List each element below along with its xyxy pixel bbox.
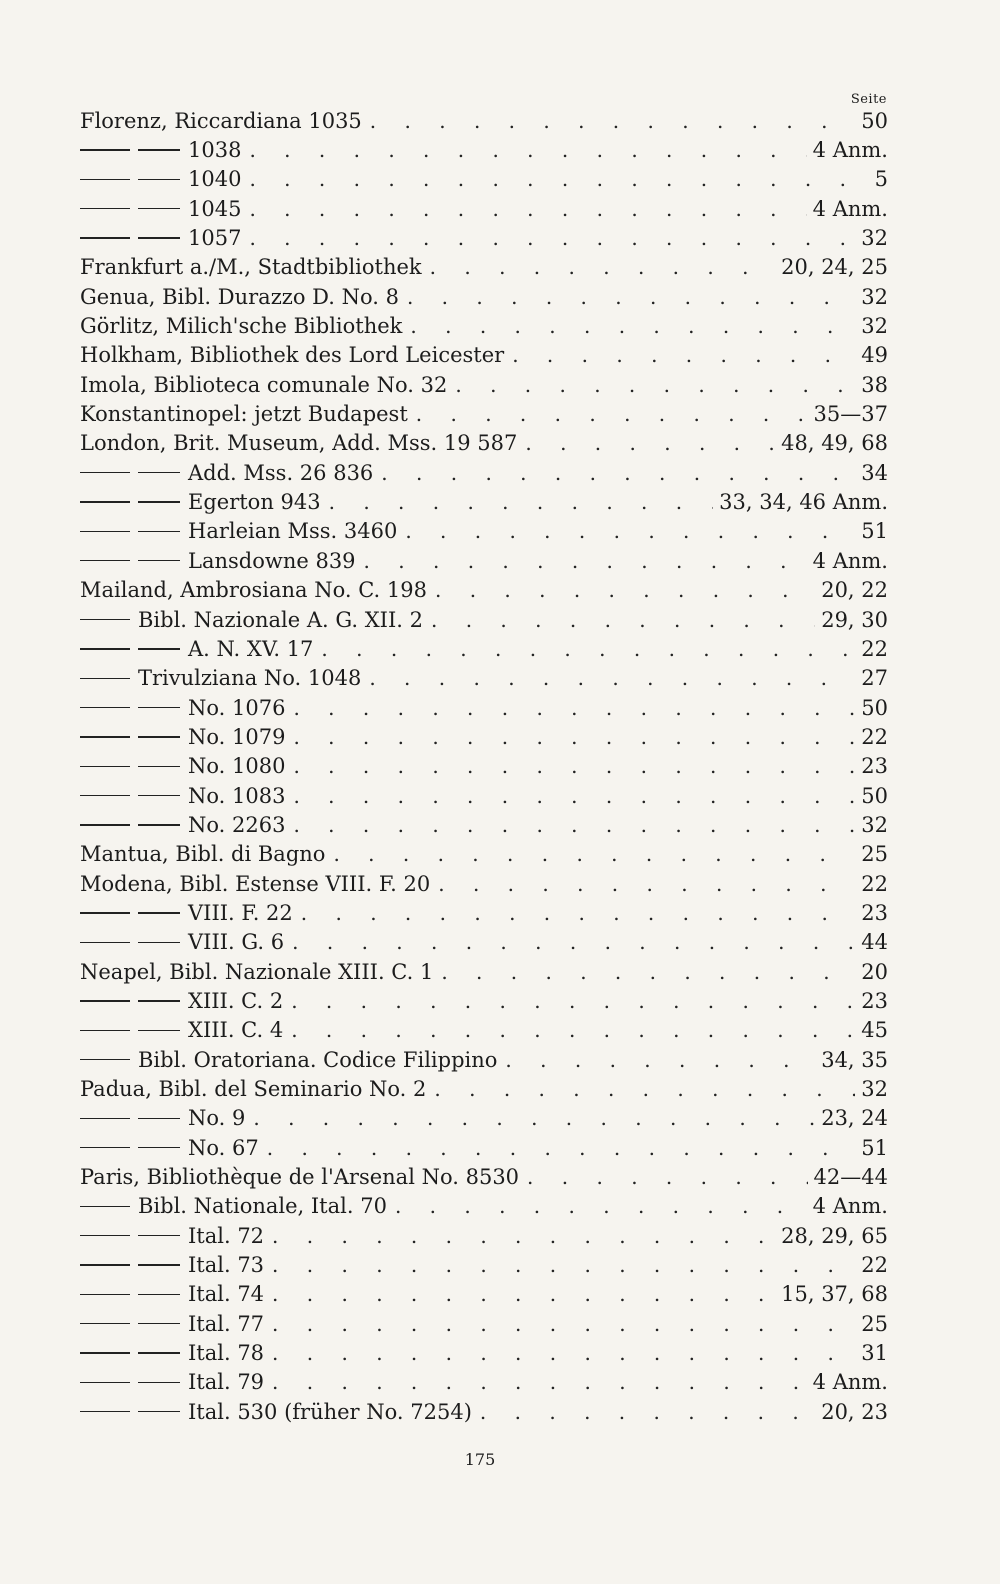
ditto-dash (138, 912, 180, 913)
entry-label: Ital. 73 (188, 1253, 265, 1278)
entry-pages: 31 (861, 1341, 888, 1366)
entry-label: Modena, Bibl. Estense VIII. F. 20 (80, 871, 431, 896)
ditto-dash (80, 795, 130, 796)
index-entry (80, 693, 888, 722)
entry-label: Bibl. Oratoriana. Codice Filippino (138, 1047, 498, 1072)
index-entry (80, 1104, 888, 1133)
entry-label: Frankfurt a./M., Stadtbibliothek (80, 255, 422, 280)
page-number: 175 (464, 1450, 496, 1469)
dot-leader (410, 313, 855, 339)
ditto-dash (138, 648, 180, 649)
dot-leader (435, 577, 815, 603)
dot-leader (272, 1311, 855, 1337)
entry-label: Ital. 79 (188, 1370, 265, 1395)
ditto-dash (138, 1382, 180, 1383)
ditto-dash (138, 1030, 180, 1031)
entry-pages: 45 (861, 1018, 888, 1043)
entry-pages: 32 (861, 284, 888, 309)
dot-leader (441, 959, 855, 985)
index-entry (80, 605, 888, 634)
entry-pages: 29, 30 (821, 607, 888, 632)
ditto-dash (80, 736, 130, 737)
ditto-dash (138, 1118, 180, 1119)
entry-pages: 34, 35 (821, 1047, 888, 1072)
entry-pages: 22 (861, 636, 888, 661)
index-entry (80, 957, 888, 986)
dot-leader (369, 665, 855, 691)
ditto-dash (80, 1000, 130, 1001)
index-entry (80, 634, 888, 663)
ditto-dash (80, 766, 130, 767)
ditto-dash (80, 619, 130, 620)
index-entry (80, 517, 888, 546)
dot-leader (292, 929, 855, 955)
ditto-dash (138, 472, 180, 473)
index-entry (80, 223, 888, 252)
index-entry (80, 106, 888, 135)
entry-pages: 50 (861, 695, 888, 720)
dot-leader (525, 430, 775, 456)
ditto-dash (138, 149, 180, 150)
dot-leader (272, 1281, 775, 1307)
dot-leader (431, 607, 815, 633)
entry-label: No. 1083 (188, 783, 286, 808)
dot-leader (333, 841, 855, 867)
index-entry (80, 458, 888, 487)
ditto-dash (80, 501, 130, 502)
ditto-dash (80, 1294, 130, 1295)
entry-pages: 44 (861, 930, 888, 955)
entry-label: Florenz, Riccardiana 1035 (80, 108, 362, 133)
ditto-dash (80, 707, 130, 708)
index-entry (80, 1309, 888, 1338)
entry-pages: 20, 24, 25 (781, 255, 888, 280)
dot-leader (434, 1076, 855, 1102)
ditto-dash (80, 942, 130, 943)
entry-pages: 22 (861, 1253, 888, 1278)
entry-label: Konstantinopel: jetzt Budapest (80, 402, 408, 427)
ditto-dash (138, 707, 180, 708)
index-entry (80, 1250, 888, 1279)
ditto-dash (80, 149, 130, 150)
index-entry (80, 840, 888, 869)
entry-label: Genua, Bibl. Durazzo D. No. 8 (80, 284, 399, 309)
ditto-dash (80, 1235, 130, 1236)
entry-label: No. 2263 (188, 812, 286, 837)
index-entry (80, 1162, 888, 1191)
entry-label: Egerton 943 (188, 490, 321, 515)
entry-label: Paris, Bibliothèque de l'Arsenal No. 8530 (80, 1165, 520, 1190)
ditto-dash (80, 1411, 130, 1412)
entry-pages: 22 (861, 871, 888, 896)
entry-label: Bibl. Nazionale A. G. XII. 2 (138, 607, 423, 632)
entry-label: Ital. 530 (früher No. 7254) (188, 1399, 472, 1424)
dot-leader (293, 695, 855, 721)
dot-leader (267, 1135, 856, 1161)
index-entry (80, 429, 888, 458)
entry-label: 1045 (188, 196, 242, 221)
ditto-dash (138, 1352, 180, 1353)
entry-pages: 32 (861, 226, 888, 251)
index-entry (80, 341, 888, 370)
ditto-dash (138, 501, 180, 502)
index-entry (80, 781, 888, 810)
entry-pages: 23 (861, 900, 888, 925)
ditto-dash (80, 912, 130, 913)
index-entry (80, 165, 888, 194)
ditto-dash (80, 179, 130, 180)
index-entry (80, 576, 888, 605)
ditto-dash (80, 1118, 130, 1119)
index-entry (80, 1338, 888, 1367)
index-entry (80, 1192, 888, 1221)
dot-leader (370, 108, 855, 134)
entry-pages: 20, 22 (821, 578, 888, 603)
dot-leader (405, 518, 855, 544)
entry-label: Görlitz, Milich'sche Bibliothek (80, 314, 403, 339)
entry-pages: 4 Anm. (812, 1194, 888, 1219)
entry-label: Ital. 78 (188, 1341, 265, 1366)
ditto-dash (80, 1352, 130, 1353)
dot-leader (321, 636, 855, 662)
index-entry (80, 1016, 888, 1045)
ditto-dash (138, 1411, 180, 1412)
ditto-dash (80, 472, 130, 473)
index-entry (80, 1280, 888, 1309)
entry-pages: 51 (861, 519, 888, 544)
ditto-dash (138, 1235, 180, 1236)
index-entry (80, 253, 888, 282)
index-entry (80, 546, 888, 575)
index-entry (80, 1133, 888, 1162)
dot-leader (291, 1017, 855, 1043)
ditto-dash (138, 179, 180, 180)
ditto-dash (138, 942, 180, 943)
dot-leader (272, 1223, 775, 1249)
entry-pages: 51 (861, 1135, 888, 1160)
entry-pages: 23 (861, 754, 888, 779)
entry-pages: 25 (861, 1311, 888, 1336)
entry-label: Lansdowne 839 (188, 548, 356, 573)
dot-leader (249, 137, 806, 163)
ditto-dash (80, 824, 130, 825)
dot-leader (272, 1252, 855, 1278)
ditto-dash (80, 1264, 130, 1265)
entry-label: Mantua, Bibl. di Bagno (80, 842, 326, 867)
index-entry (80, 1397, 888, 1426)
index-entry (80, 810, 888, 839)
entry-label: VIII. G. 6 (188, 930, 285, 955)
dot-leader (480, 1399, 815, 1425)
dot-leader (249, 166, 868, 192)
ditto-dash (138, 1323, 180, 1324)
entry-label: London, Brit. Museum, Add. Mss. 19 587 (80, 431, 518, 456)
entry-pages: 20, 23 (821, 1399, 888, 1424)
dot-leader (272, 1340, 855, 1366)
ditto-dash (80, 560, 130, 561)
entry-pages: 23 (861, 988, 888, 1013)
ditto-dash (80, 1382, 130, 1383)
dot-leader (272, 1369, 807, 1395)
entry-label: 1038 (188, 138, 242, 163)
index-entry (80, 135, 888, 164)
index-entry (80, 752, 888, 781)
entry-label: VIII. F. 22 (188, 900, 293, 925)
ditto-dash (138, 766, 180, 767)
entry-pages: 50 (861, 108, 888, 133)
ditto-dash (80, 1147, 130, 1148)
entry-label: Ital. 74 (188, 1282, 265, 1307)
ditto-dash (138, 560, 180, 561)
dot-leader (293, 724, 855, 750)
entry-label: Bibl. Nationale, Ital. 70 (138, 1194, 387, 1219)
index-entry (80, 282, 888, 311)
dot-leader (293, 812, 855, 838)
entry-pages: 50 (861, 783, 888, 808)
seite-column-heading: Seite (850, 92, 887, 107)
entry-pages: 49 (861, 343, 888, 368)
entry-label: Trivulziana No. 1048 (138, 666, 362, 691)
ditto-dash (138, 795, 180, 796)
ditto-dash (138, 237, 180, 238)
index-entry (80, 370, 888, 399)
index-entry (80, 928, 888, 957)
index-entry (80, 664, 888, 693)
dot-leader (249, 225, 855, 251)
ditto-dash (80, 678, 130, 679)
index-entry (80, 986, 888, 1015)
ditto-dash (80, 1323, 130, 1324)
dot-leader (381, 460, 855, 486)
dot-leader (438, 871, 855, 897)
entry-pages: 22 (861, 724, 888, 749)
entry-pages: 38 (861, 372, 888, 397)
index-entry (80, 399, 888, 428)
ditto-dash (138, 736, 180, 737)
index-entry (80, 194, 888, 223)
index-entry (80, 869, 888, 898)
entry-label: Neapel, Bibl. Nazionale XIII. C. 1 (80, 959, 434, 984)
entry-label: No. 1079 (188, 724, 286, 749)
ditto-dash (138, 1294, 180, 1295)
entry-pages: 20 (861, 959, 888, 984)
ditto-dash (80, 1030, 130, 1031)
entry-label: No. 9 (188, 1106, 246, 1131)
entry-label: Harleian Mss. 3460 (188, 519, 398, 544)
entry-pages: 23, 24 (821, 1106, 888, 1131)
dot-leader (293, 753, 855, 779)
dot-leader (505, 1047, 815, 1073)
entry-pages: 34 (861, 460, 888, 485)
index-entry (80, 898, 888, 927)
entry-label: 1040 (188, 167, 242, 192)
dot-leader (291, 988, 855, 1014)
entry-pages: 25 (861, 842, 888, 867)
dot-leader (416, 401, 808, 427)
entry-label: A. N. XV. 17 (188, 636, 314, 661)
entry-label: Holkham, Bibliothek des Lord Leicester (80, 343, 505, 368)
entry-pages: 42—44 (813, 1165, 888, 1190)
ditto-dash (80, 237, 130, 238)
dot-leader (407, 284, 855, 310)
entry-pages: 48, 49, 68 (781, 431, 888, 456)
entry-pages: 5 (874, 167, 888, 192)
entry-pages: 4 Anm. (812, 138, 888, 163)
index-entry (80, 487, 888, 516)
ditto-dash (138, 1000, 180, 1001)
dot-leader (293, 783, 855, 809)
dot-leader (512, 342, 855, 368)
entry-label: XIII. C. 4 (188, 1018, 284, 1043)
entry-label: Imola, Biblioteca comunale No. 32 (80, 372, 448, 397)
ditto-dash (80, 1206, 130, 1207)
entry-label: Mailand, Ambrosiana No. C. 198 (80, 578, 427, 603)
entry-pages: 32 (861, 314, 888, 339)
dot-leader (527, 1164, 808, 1190)
entry-label: No. 1076 (188, 695, 286, 720)
ditto-dash (80, 648, 130, 649)
index-entry (80, 1221, 888, 1250)
entry-label: Padua, Bibl. del Seminario No. 2 (80, 1077, 427, 1102)
index-entry (80, 1074, 888, 1103)
entry-pages: 32 (861, 1077, 888, 1102)
ditto-dash (80, 1059, 130, 1060)
entry-label: No. 1080 (188, 754, 286, 779)
entry-label: Add. Mss. 26 836 (188, 460, 374, 485)
entry-pages: 32 (861, 812, 888, 837)
ditto-dash (138, 531, 180, 532)
entry-pages: 4 Anm. (812, 1370, 888, 1395)
entry-label: 1057 (188, 226, 242, 251)
entry-label: No. 67 (188, 1135, 259, 1160)
ditto-dash (138, 824, 180, 825)
dot-leader (430, 254, 775, 280)
entry-pages: 4 Anm. (812, 548, 888, 573)
ditto-dash (80, 208, 130, 209)
entry-label: Ital. 77 (188, 1311, 265, 1336)
dot-leader (301, 900, 855, 926)
dot-leader (455, 372, 855, 398)
entry-label: Ital. 72 (188, 1223, 265, 1248)
dot-leader (329, 489, 714, 515)
ditto-dash (138, 208, 180, 209)
ditto-dash (138, 1147, 180, 1148)
dot-leader (395, 1193, 807, 1219)
ditto-dash (138, 1264, 180, 1265)
index-entry (80, 722, 888, 751)
dot-leader (249, 196, 806, 222)
entry-label: XIII. C. 2 (188, 988, 284, 1013)
entry-pages: 33, 34, 46 Anm. (719, 490, 888, 515)
index-entry (80, 1368, 888, 1397)
ditto-dash (80, 531, 130, 532)
index-entry-list (80, 106, 888, 1426)
entry-pages: 4 Anm. (812, 196, 888, 221)
entry-pages: 15, 37, 68 (781, 1282, 888, 1307)
index-entry (80, 1045, 888, 1074)
entry-pages: 28, 29, 65 (781, 1223, 888, 1248)
dot-leader (364, 548, 807, 574)
dot-leader (253, 1105, 815, 1131)
entry-pages: 27 (861, 666, 888, 691)
index-entry (80, 311, 888, 340)
entry-pages: 35—37 (813, 402, 888, 427)
